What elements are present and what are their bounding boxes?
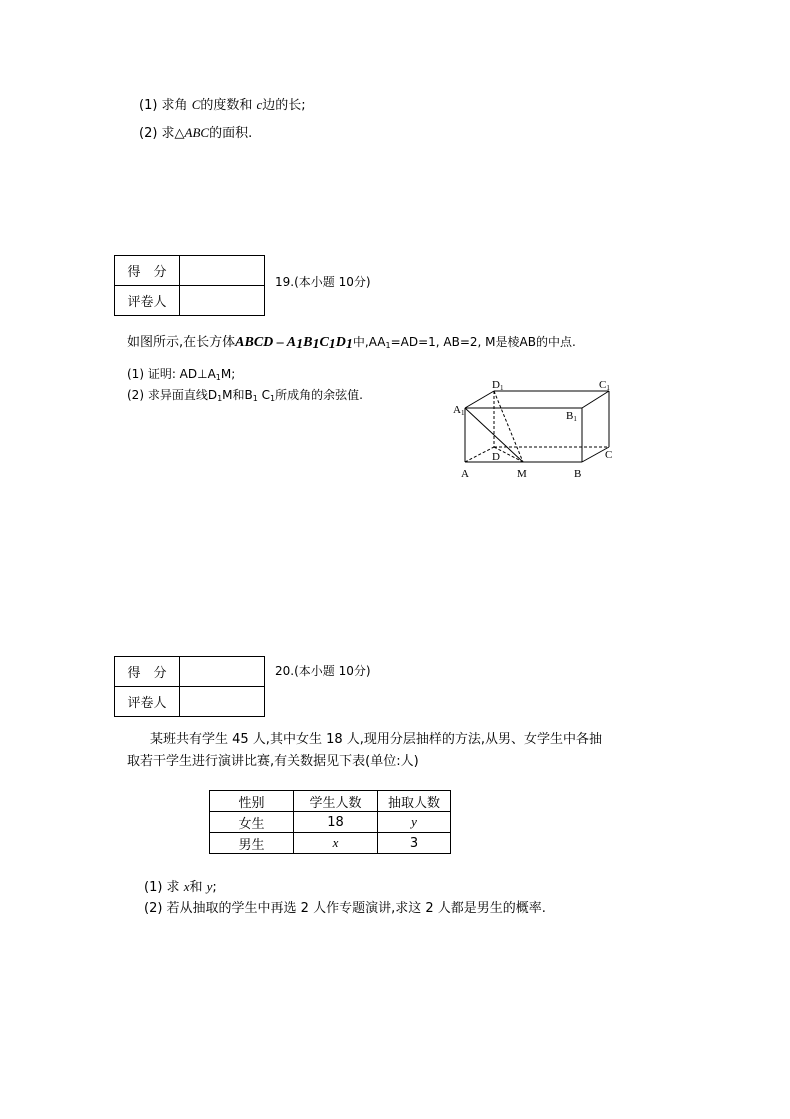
table-header-cell: 学生人数 [294,791,378,812]
score-blank [180,657,265,687]
table-header-cell: 抽取人数 [378,791,451,812]
grader-blank [180,687,265,717]
grader-label: 评卷人 [115,687,180,717]
label-M: M [517,468,527,480]
label-C1: C1 [599,379,610,392]
grader-label: 评卷人 [115,286,180,316]
q20-part2: (2) 若从抽取的学生中再选 2 人作专题演讲,求这 2 人都是男生的概率. [144,901,546,916]
edge-AD-hidden [465,447,494,462]
edge-A1D1 [465,391,494,408]
table-cell: 18 [294,812,378,833]
label-A1: A1 [453,404,465,417]
q20-intro-line2: 取若干学生进行演讲比赛,有关数据见下表(单位:人) [127,754,419,769]
label-D: D [492,451,500,463]
q20-part1: (1) 求 x和 y; [144,879,217,895]
q19-score-box [114,255,265,316]
q20-data-table [209,790,451,854]
q19-header: 19.(本小题 10分) [275,275,371,289]
q20-intro-line1: 某班共有学生 45 人,其中女生 18 人,现用分层抽样的方法,从男、女学生中各抽 [150,732,603,747]
grader-blank [180,286,265,316]
label-C: C [605,449,613,461]
score-label: 得 分 [115,657,180,687]
table-row [210,812,451,833]
table-row [210,833,451,854]
table-cell: y [378,812,451,833]
label-D1: D1 [492,379,504,392]
q19-intro: 如图所示,在长方体ABCD – $A_1B_1C_1D_1$中$,AA_1=AD=1$, AB=2, M是棱AB的中点. [127,335,576,352]
table-header-row [210,791,451,812]
table-cell: 女生 [210,812,294,833]
q20-score-box [114,656,265,717]
q19-part2: (2) 求异面直线$D_1M$和$B_1$ $C_1$所成角的余弦值. [127,388,363,403]
q20-header: 20.(本小题 10分) [275,664,371,678]
table-header-cell: 性别 [210,791,294,812]
score-label: 得 分 [115,256,180,286]
q19-part1: (1) 证明: $AD\perp A_1M$; [127,367,236,382]
q18-part2: (2) 求△ABC的面积. [139,125,253,141]
table-cell: x [294,833,378,854]
table-cell: 男生 [210,833,294,854]
q18-part1: (1) 求角 C的度数和 c边的长; [139,97,306,113]
label-A: A [461,468,469,480]
cuboid-figure [445,372,625,484]
label-B1: B1 [566,410,577,423]
label-B: B [574,468,582,480]
edge-B1C1 [582,391,609,408]
table-cell: 3 [378,833,451,854]
score-blank [180,256,265,286]
